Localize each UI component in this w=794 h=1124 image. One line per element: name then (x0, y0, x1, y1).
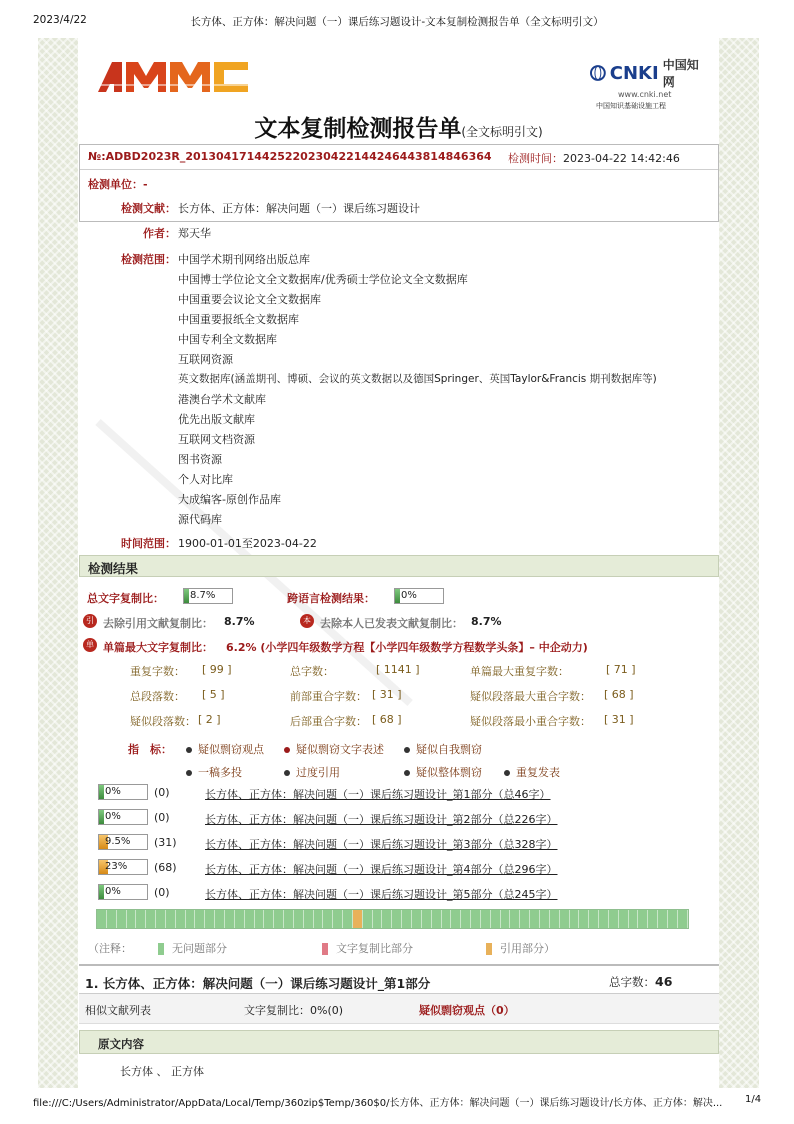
strip-segment (392, 910, 402, 928)
strip-segment (560, 910, 570, 928)
strip-segment (156, 910, 166, 928)
scope-item: 中国学术期刊网络出版总库 (178, 253, 310, 266)
strip-segment (333, 910, 343, 928)
single-icon: 单 (83, 638, 97, 652)
part-total: （总296字） (492, 863, 558, 876)
strip-segment (97, 910, 107, 928)
excl-self-label: 去除本人已发表文献复制比： (320, 617, 463, 630)
part1-total-value: 46 (655, 974, 673, 989)
scope-item: 中国博士学位论文全文数据库/优秀硕士学位论文全文数据库 (178, 273, 468, 286)
stat-label: 疑似段落最大重合字数： (470, 690, 591, 703)
divider (80, 169, 718, 170)
part1-total-label: 总字数： (609, 975, 655, 989)
quote-icon: 引 (83, 614, 97, 628)
scope-item: 互联网资源 (178, 353, 233, 366)
report-time (508, 150, 680, 166)
strip-segment (540, 910, 550, 928)
part1-total (609, 974, 672, 990)
part-bar-fill (99, 810, 104, 824)
stat-label: 前部重合字数： (290, 690, 367, 703)
scope-item: 中国重要会议论文全文数据库 (178, 293, 321, 306)
part-count: (68) (154, 861, 177, 874)
strip-segment (432, 910, 442, 928)
strip-segment (225, 910, 235, 928)
part-title: 长方体、正方体：解决问题（一）课后练习题设计_第1部分 (205, 788, 493, 801)
strip-segment (638, 910, 648, 928)
legend-swatch (322, 943, 328, 955)
strip-segment (363, 910, 373, 928)
indicator-label: 疑似整体剽窃 (416, 766, 482, 779)
strip-segment (382, 910, 392, 928)
total-ratio-fill (184, 589, 189, 603)
strip-segment (314, 910, 324, 928)
scope-item: 个人对比库 (178, 473, 233, 486)
indicator-item (504, 764, 560, 780)
strip-segment (658, 910, 668, 928)
strip-segment (166, 910, 176, 928)
indicator-item (186, 741, 264, 757)
stat-value: [ 2 ] (198, 713, 221, 726)
strip-segment (107, 910, 117, 928)
self-icon: 本 (300, 614, 314, 628)
strip-segment (186, 910, 196, 928)
scope-item: 优先出版文献库 (178, 413, 255, 426)
doc-value: 长方体、正方体：解决问题（一）课后练习题设计 (178, 202, 420, 215)
stat-label: 重复字数： (130, 665, 185, 678)
strip-segment (373, 910, 383, 928)
part-total: （总245字） (492, 888, 558, 901)
indicators-label: 指 标： (128, 743, 172, 756)
indicator-label: 一稿多投 (198, 766, 242, 779)
strip-segment (402, 910, 412, 928)
strip-segment (520, 910, 530, 928)
strip-segment (304, 910, 314, 928)
indicator-item (284, 764, 340, 780)
author-label: 作者： (143, 227, 176, 240)
strip-segment (451, 910, 461, 928)
part-link[interactable] (205, 861, 558, 877)
stat-value: [ 71 ] (606, 663, 636, 676)
strip-segment (343, 910, 353, 928)
footer-page-number: 1/4 (745, 1094, 762, 1105)
part1-header (79, 964, 719, 994)
period-value: 1900-01-01至2023-04-22 (178, 537, 317, 550)
page-date: 2023/4/22 (33, 14, 87, 26)
excl-quote-value: 8.7% (224, 615, 255, 628)
strip-segment (353, 910, 363, 928)
cnki-brand: CNKI (609, 62, 659, 84)
strip-segment (274, 910, 284, 928)
single-max-value: 6.2% (小学四年级数学方程【小学四年级数学方程数学头条】– 中企动力) (226, 641, 588, 654)
part-title: 长方体、正方体：解决问题（一）课后练习题设计_第5部分 (205, 888, 493, 901)
legend-swatch (158, 943, 164, 955)
footer-path: file:///C:/Users/Administrator/AppData/Local/Temp/360zip$Temp/360$0/长方体、正方体：解决问题（一）课后练习题设计/长方体、正方体：解决... (33, 1098, 723, 1109)
scope-item: 中国重要报纸全文数据库 (178, 313, 299, 326)
stat-label: 疑似段落数： (130, 715, 196, 728)
stat-value: [ 1141 ] (376, 663, 420, 676)
indicator-label: 疑似自我剽窃 (416, 743, 482, 756)
strip-segment (648, 910, 658, 928)
part-pct: 0% (105, 811, 121, 822)
stat-label: 总字数： (290, 665, 334, 678)
legend-label: 无问题部分 (172, 942, 227, 955)
amm-logo-icon (98, 58, 258, 94)
scope-item: 大成编客-原创作品库 (178, 493, 281, 506)
part-count: (0) (154, 886, 170, 899)
legend-item (158, 940, 227, 956)
strip-segment (245, 910, 255, 928)
stat-value: [ 31 ] (604, 713, 634, 726)
legend-swatch (486, 943, 492, 955)
cnki-cn: 中国知网 (662, 58, 699, 89)
report-number: №:ADBD2023R_2013041714425220230422144246443814846364 (88, 150, 492, 163)
strip-segment (530, 910, 540, 928)
report-title-main: 文本复制检测报告单 (254, 116, 462, 142)
part-pct: 0% (105, 886, 121, 897)
indicator-item (186, 764, 242, 780)
part-bar (98, 784, 148, 800)
part-bar (98, 884, 148, 900)
strip-segment (599, 910, 609, 928)
strip-segment (294, 910, 304, 928)
part-bar-fill (99, 885, 104, 899)
author-value: 郑天华 (178, 227, 211, 240)
excl-self-value: 8.7% (471, 615, 502, 628)
indicator-item (284, 741, 384, 757)
stat-value: [ 31 ] (372, 688, 402, 701)
strip-segment (510, 910, 520, 928)
stat-label: 单篇最大重复字数： (470, 665, 569, 678)
dot-icon (404, 747, 410, 753)
part-link[interactable] (205, 886, 558, 902)
part-link[interactable] (205, 836, 558, 852)
strip-segment (461, 910, 471, 928)
strip-segment (323, 910, 333, 928)
strip-segment (589, 910, 599, 928)
strip-segment (136, 910, 146, 928)
strip-segment (570, 910, 580, 928)
part-bar (98, 809, 148, 825)
strip-segment (205, 910, 215, 928)
stat-label: 后部重合字数： (290, 715, 367, 728)
indicator-label: 过度引用 (296, 766, 340, 779)
strip-segment (215, 910, 225, 928)
part-bar (98, 859, 148, 875)
scope-item: 英文数据库(涵盖期刊、博硕、会议的英文数据以及德国Springer、英国Taylor&Francis 期刊数据库等) (178, 373, 657, 385)
original-line: 长方体 、 正方体 (120, 1065, 204, 1078)
strip-segment (117, 910, 127, 928)
strip-segment (255, 910, 265, 928)
dot-icon (186, 747, 192, 753)
scope-label: 检测范围： (121, 253, 176, 266)
strip-segment (127, 910, 137, 928)
part-bar-fill (99, 785, 104, 799)
stat-value: [ 5 ] (202, 688, 225, 701)
part1-title: 1. 长方体、正方体：解决问题（一）课后练习题设计_第1部分 (85, 976, 431, 991)
part-link[interactable] (205, 786, 551, 802)
report-title (38, 110, 759, 143)
strip-segment (491, 910, 501, 928)
strip-segment (609, 910, 619, 928)
part-total: （总46字） (492, 788, 551, 801)
stat-value: [ 99 ] (202, 663, 232, 676)
stat-value: [ 68 ] (372, 713, 402, 726)
part-pct: 23% (105, 861, 128, 872)
dot-icon (504, 770, 510, 776)
scope-item: 图书资源 (178, 453, 222, 466)
original-heading: 原文内容 (79, 1030, 719, 1054)
cnki-subtitle: 中国知识基础设施工程 (596, 102, 666, 110)
indicator-label: 重复发表 (516, 766, 560, 779)
part-title: 长方体、正方体：解决问题（一）课后练习题设计_第4部分 (205, 863, 493, 876)
report-time-value: 2023-04-22 14:42:46 (563, 152, 680, 165)
cross-lang-label: 跨语言检测结果： (287, 592, 375, 605)
part-bar (98, 834, 148, 850)
indicator-item (404, 741, 482, 757)
legend-note: （注释： (88, 942, 132, 955)
cnki-url: www.cnki.net (618, 90, 672, 99)
part-count: (31) (154, 836, 177, 849)
scope-item: 互联网文档资源 (178, 433, 255, 446)
report-unit: 检测单位：- (88, 178, 148, 191)
indicator-label: 疑似剽窃观点 (198, 743, 264, 756)
strip-segment (146, 910, 156, 928)
strip-segment (629, 910, 639, 928)
strip-segment (678, 910, 688, 928)
part-total: （总226字） (492, 813, 558, 826)
part1-summary-row (79, 994, 719, 1024)
single-max-label: 单篇最大文字复制比： (103, 641, 213, 654)
strip-segment (195, 910, 205, 928)
cnki-logo (590, 56, 710, 111)
part-total: （总328字） (492, 838, 558, 851)
dot-icon (284, 747, 290, 753)
total-ratio-value: 8.7% (190, 590, 216, 601)
strip-segment (471, 910, 481, 928)
cross-lang-bar (394, 588, 444, 604)
excl-quote-label: 去除引用文献复制比： (103, 617, 213, 630)
dot-icon (404, 770, 410, 776)
strip-segment (579, 910, 589, 928)
results-heading: 检测结果 (79, 555, 719, 577)
total-ratio-bar (183, 588, 233, 604)
stat-value: [ 68 ] (604, 688, 634, 701)
report-title-sub: (全文标明引文) (461, 125, 543, 139)
part-count: (0) (154, 786, 170, 799)
part-title: 长方体、正方体：解决问题（一）课后练习题设计_第2部分 (205, 813, 493, 826)
strip-segment (442, 910, 452, 928)
strip-segment (284, 910, 294, 928)
stat-label: 总段落数： (130, 690, 185, 703)
stat-label: 疑似段落最小重合字数： (470, 715, 591, 728)
total-ratio-label: 总文字复制比： (87, 592, 164, 605)
indicator-label: 疑似剽窃文字表述 (296, 743, 384, 756)
strip-segment (501, 910, 511, 928)
strip-segment (264, 910, 274, 928)
strip-segment (668, 910, 678, 928)
scope-item: 源代码库 (178, 513, 222, 526)
legend-label: 文字复制比部分 (336, 942, 413, 955)
dot-icon (284, 770, 290, 776)
copy-ratio: 文字复制比：0%(0) (244, 1004, 344, 1017)
strip-segment (235, 910, 245, 928)
doc-label: 检测文献： (121, 202, 176, 215)
strip-segment (619, 910, 629, 928)
cross-lang-value: 0% (401, 590, 417, 601)
report-frame (38, 38, 759, 1088)
part-title: 长方体、正方体：解决问题（一）课后练习题设计_第3部分 (205, 838, 493, 851)
strip-segment (481, 910, 491, 928)
dot-icon (186, 770, 192, 776)
overview-strip (96, 909, 689, 929)
part-count: (0) (154, 811, 170, 824)
period-label: 时间范围： (121, 537, 176, 550)
similar-list-link[interactable]: 相似文献列表 (85, 1004, 151, 1017)
cross-lang-fill (395, 589, 400, 603)
part-link[interactable] (205, 811, 558, 827)
strip-segment (422, 910, 432, 928)
part-pct: 0% (105, 786, 121, 797)
indicator-item (404, 764, 482, 780)
report-time-label: 检测时间： (508, 152, 563, 165)
strip-segment (176, 910, 186, 928)
globe-icon (590, 65, 606, 81)
strip-segment (412, 910, 422, 928)
legend-item (322, 940, 413, 956)
plagiarism-count: 疑似剽窃观点（0） (419, 1004, 515, 1017)
legend-label: 引用部分） (500, 942, 555, 955)
legend-item (486, 940, 555, 956)
part-pct: 9.5% (105, 836, 131, 847)
page-title: 长方体、正方体：解决问题（一）课后练习题设计-文本复制检测报告单（全文标明引文） (190, 16, 604, 28)
scope-item: 港澳台学术文献库 (178, 393, 266, 406)
strip-segment (550, 910, 560, 928)
scope-item: 中国专利全文数据库 (178, 333, 277, 346)
